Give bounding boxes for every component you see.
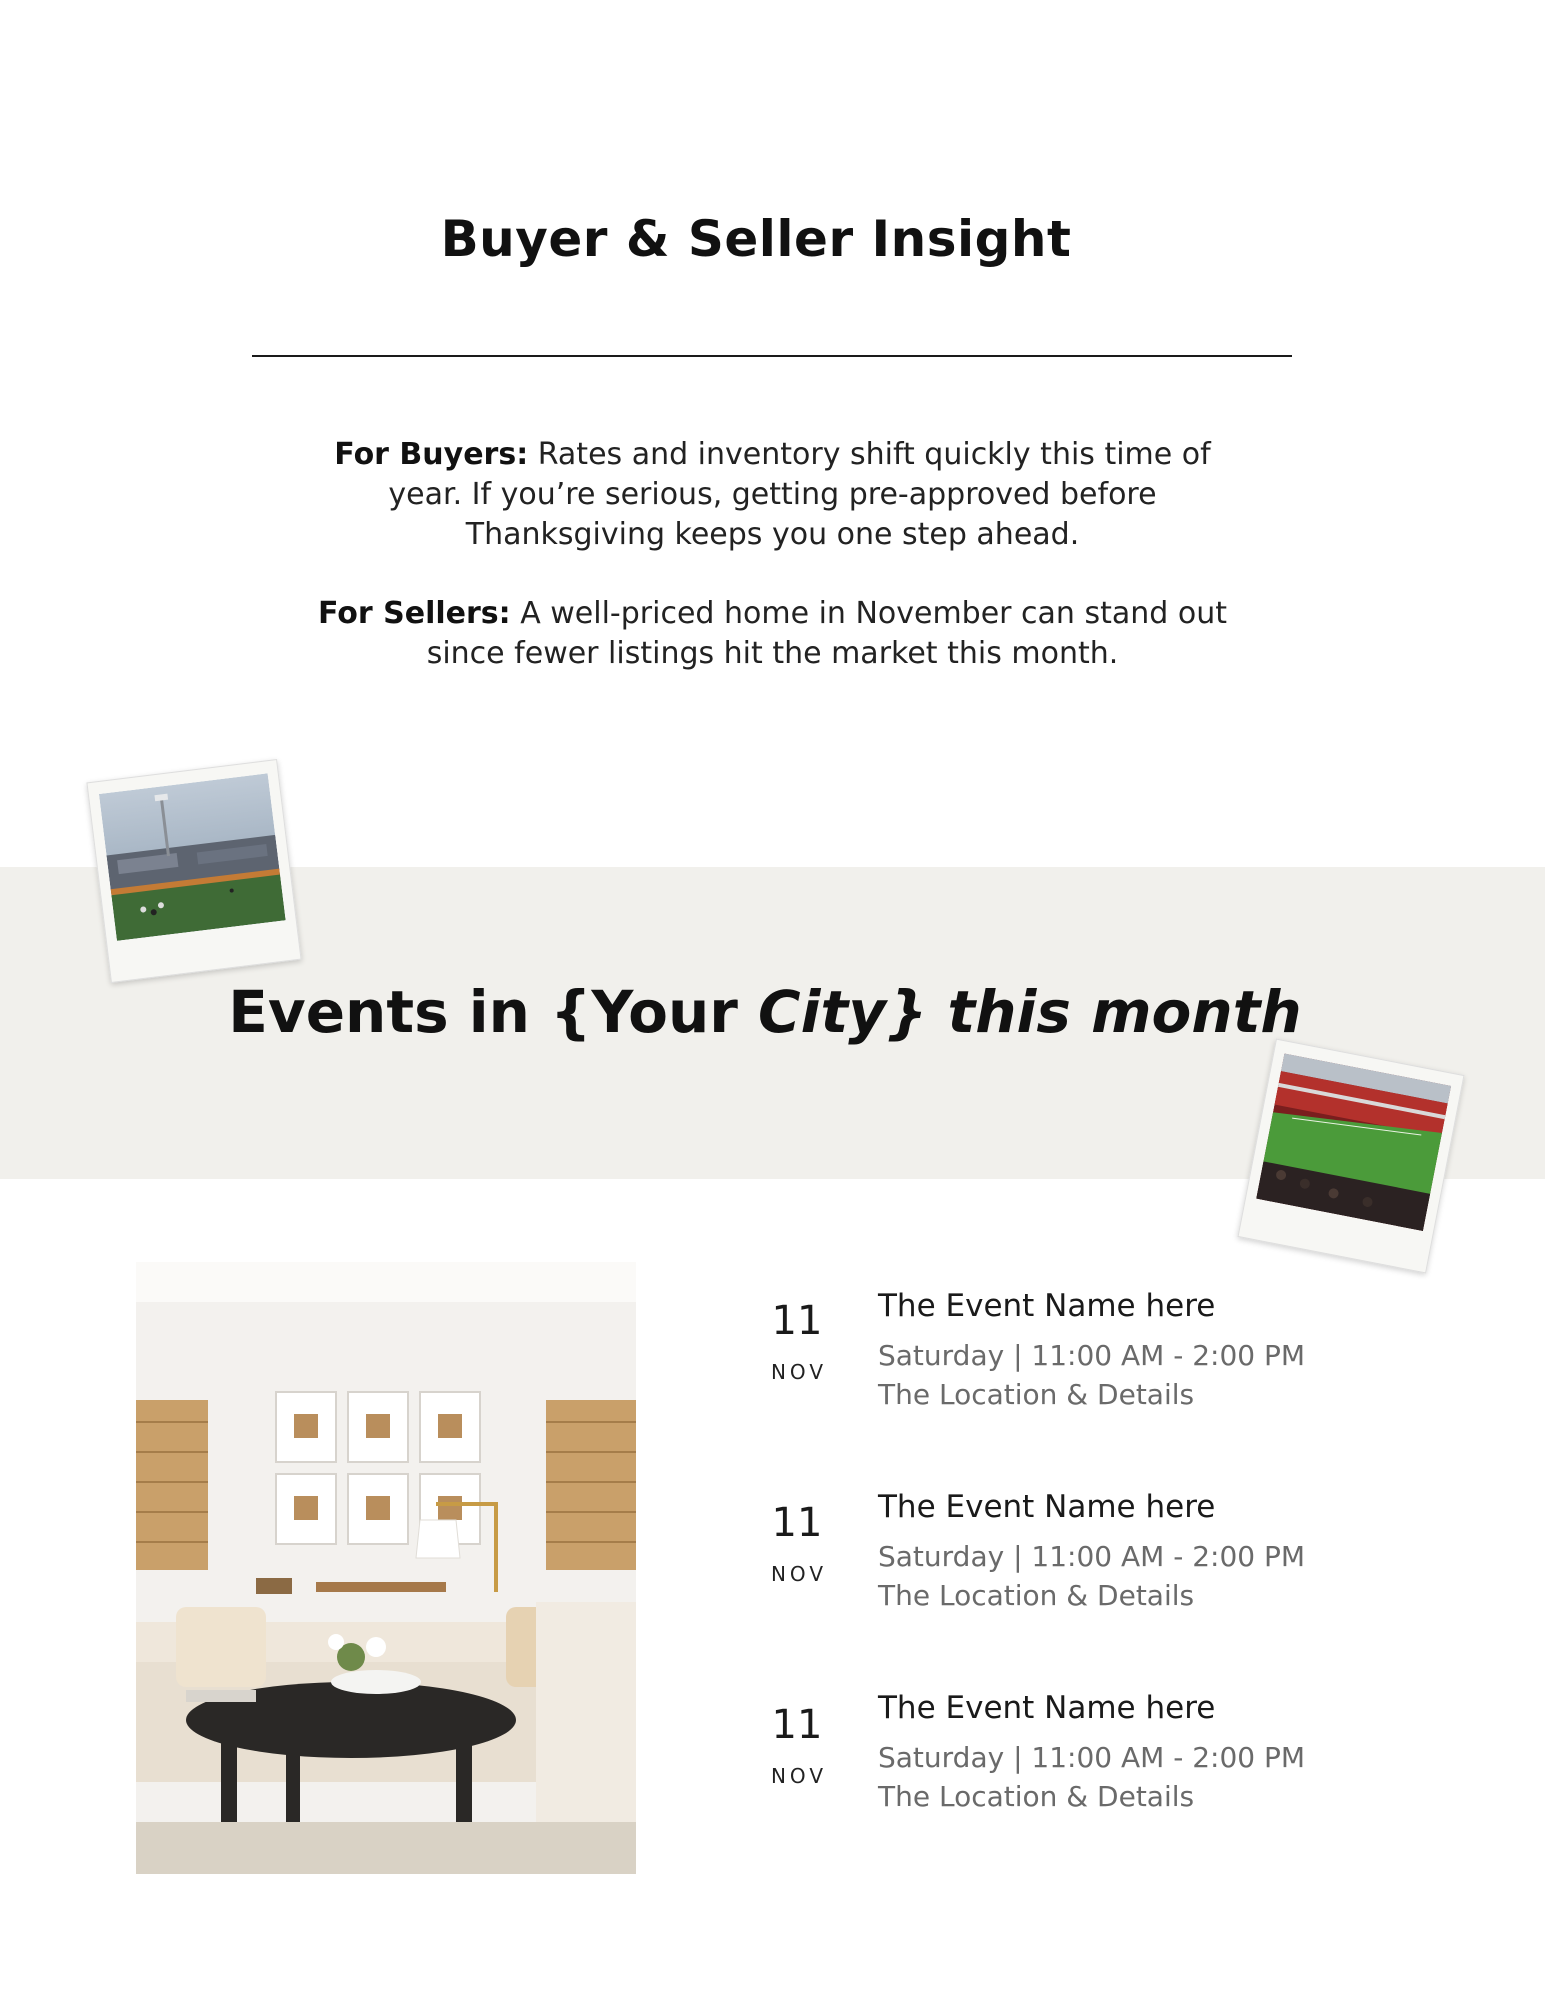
sellers-text: A well-priced home in November can stand out since fewer listings hit the market this month.	[426, 596, 1227, 671]
event-month: NOV	[770, 1562, 828, 1586]
buyers-label: For Buyers:	[334, 437, 529, 472]
event-day: 11	[771, 1298, 823, 1344]
event-name[interactable]: The Event Name here	[878, 1690, 1216, 1726]
event-month: NOV	[770, 1360, 828, 1384]
section-divider	[252, 355, 1292, 357]
polaroid-left	[86, 759, 301, 983]
event-day: 11	[771, 1500, 823, 1546]
event-location: The Location & Details	[878, 1579, 1195, 1612]
football-field-photo	[99, 773, 286, 941]
events-title	[0, 978, 1530, 1046]
buyers-paragraph	[300, 435, 1245, 555]
event-time: Saturday | 11:00 AM - 2:00 PM	[878, 1339, 1306, 1372]
events-title-italic: City} this month	[758, 978, 1302, 1046]
event-time: Saturday | 11:00 AM - 2:00 PM	[878, 1741, 1306, 1774]
event-name[interactable]: The Event Name here	[878, 1288, 1216, 1324]
event-location: The Location & Details	[878, 1378, 1195, 1411]
polaroid-right	[1237, 1039, 1464, 1274]
event-location: The Location & Details	[878, 1780, 1195, 1813]
event-name[interactable]: The Event Name here	[878, 1489, 1216, 1525]
event-month: NOV	[770, 1764, 828, 1788]
event-time: Saturday | 11:00 AM - 2:00 PM	[878, 1540, 1306, 1573]
sellers-paragraph	[300, 594, 1245, 674]
event-day: 11	[771, 1702, 823, 1748]
stadium-photo	[1256, 1053, 1451, 1231]
insight-title: Buyer & Seller Insight	[440, 210, 1072, 268]
buyers-text: Rates and inventory shift quickly this time of year. If you’re serious, getting pre-approved before Thanksgiving keeps you one step ahead.	[388, 437, 1211, 552]
events-title-prefix: Events in {Your	[228, 978, 759, 1046]
sellers-label: For Sellers:	[318, 596, 511, 631]
living-room-photo	[136, 1262, 636, 1874]
